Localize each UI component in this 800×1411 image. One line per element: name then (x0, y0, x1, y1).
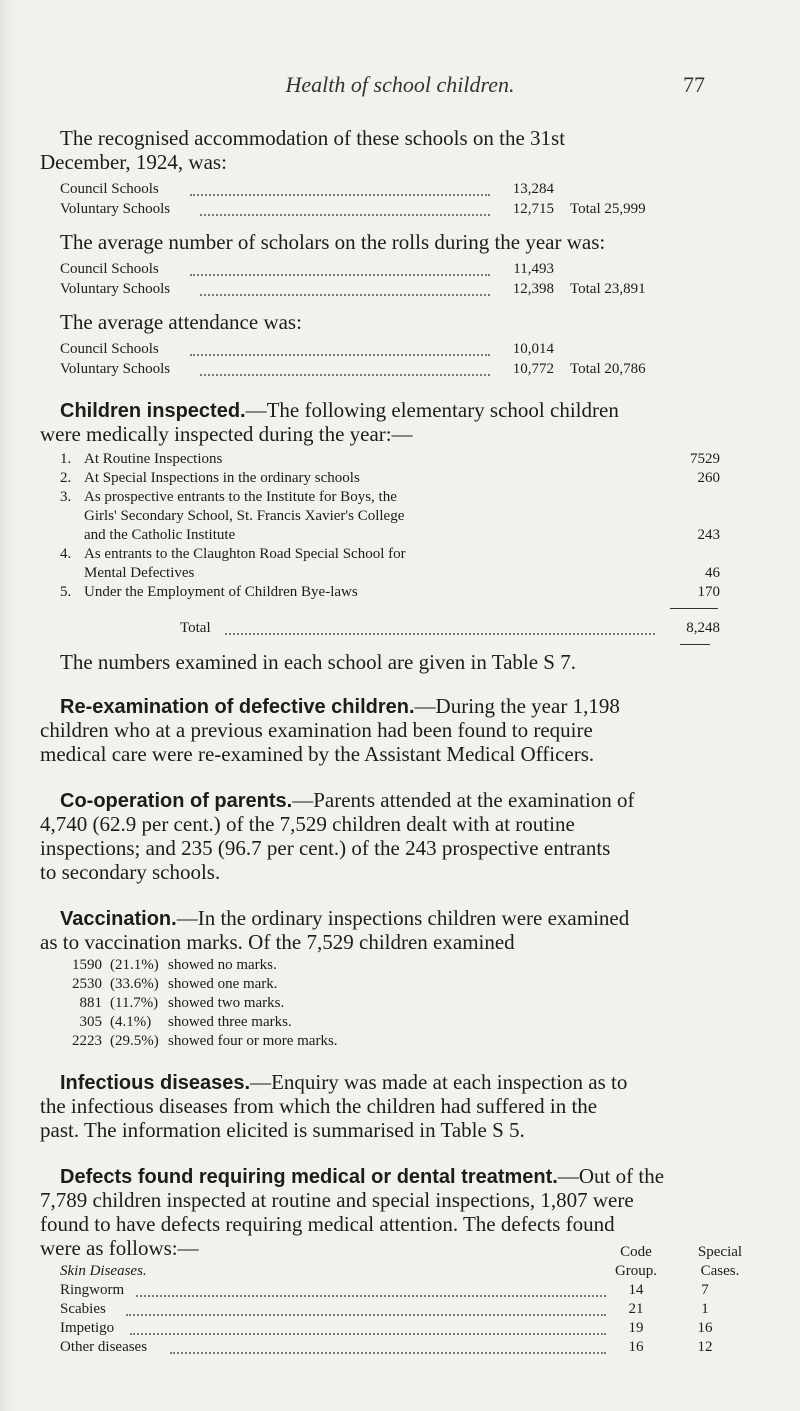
item-number: 4. (60, 546, 72, 562)
row-label: Voluntary Schools (60, 281, 171, 297)
infectious-line-1 (60, 1070, 627, 1095)
col-header-code-l1: Code (620, 1244, 652, 1260)
vac-desc: showed three marks. (168, 1014, 292, 1030)
inspected-heading: Children inspected. (60, 400, 246, 422)
reexam-text-3: medical care were re-examined by the Assistant Medical Officers. (40, 742, 595, 766)
infectious-text-1: —Enquiry was made at each inspection as to (250, 1070, 628, 1094)
row-value: 12,715 (512, 201, 554, 217)
table-row (60, 1300, 720, 1319)
vaccination-text-1: —In the ordinary inspections children were examined (176, 906, 630, 930)
vac-desc: showed two marks. (168, 995, 285, 1011)
row-code: 16 (628, 1339, 644, 1355)
leader-dots (190, 194, 490, 196)
running-header (0, 72, 800, 106)
item-line: At Special Inspections in the ordinary schools (84, 470, 360, 486)
cooperation-text-1: —Parents attended at the examination of (292, 788, 635, 812)
item-line: Mental Defectives (84, 565, 195, 581)
leader-dots (190, 274, 490, 276)
vac-count: 305 (79, 1014, 102, 1030)
defects-heading: Defects found requiring medical or dental treatment. (60, 1166, 558, 1188)
row-value: 11,493 (513, 261, 554, 277)
row-value: 13,284 (512, 181, 554, 197)
row-label: Council Schools (60, 261, 159, 277)
inspected-note: The numbers examined in each school are given in Table S 7. (60, 650, 576, 674)
row-value: 10,014 (512, 341, 554, 357)
vac-percent: (4.1%) (110, 1014, 152, 1030)
leader-dots (130, 1333, 606, 1335)
vaccination-row (60, 1013, 292, 1032)
accommodation-intro-1: The recognised accommodation of these schools on the 31st (60, 126, 566, 150)
col-header-special-l1: Special (697, 1244, 743, 1260)
leader-dots (170, 1352, 606, 1354)
list-item (60, 469, 720, 488)
cooperation-text-2: 4,740 (62.9 per cent.) of the 7,529 children dealt with at routine (40, 812, 575, 836)
accommodation-row-council (60, 180, 720, 199)
vaccination-row (60, 994, 284, 1013)
total-label: Total (180, 620, 211, 636)
col-header-special (682, 1243, 758, 1281)
attendance-row-voluntary (60, 360, 720, 379)
col-header-code-l2: Group. (614, 1263, 658, 1279)
leader-dots (200, 214, 490, 216)
infectious-text-2: the infectious diseases from which the children had suffered in the (40, 1094, 598, 1118)
section-label-skin: Skin Diseases. (60, 1263, 147, 1279)
defects-text-4: were as follows:— (40, 1236, 199, 1260)
col-header-special-l2: Cases. (700, 1263, 740, 1279)
page-number: 77 (683, 72, 705, 97)
cooperation-heading: Co-operation of parents. (60, 790, 293, 812)
inspected-text-2: were medically inspected during the year:— (40, 422, 413, 446)
rolls-row-council (60, 260, 720, 279)
vaccination-line-1 (60, 906, 629, 931)
row-label: Other diseases (60, 1339, 148, 1355)
infectious-heading: Infectious diseases. (60, 1072, 251, 1094)
item-value: 46 (705, 565, 720, 581)
row-cases: 12 (697, 1339, 713, 1355)
row-value: 12,398 (512, 281, 554, 297)
vaccination-row (60, 956, 277, 975)
row-total: Total 20,786 (570, 361, 646, 377)
vaccination-row (60, 975, 278, 994)
table-row (60, 1319, 720, 1338)
vac-count: 2530 (72, 976, 102, 992)
reexam-text-2: children who at a previous examination had been found to require (40, 718, 593, 742)
item-number: 2. (60, 470, 72, 486)
item-line: Under the Employment of Children Bye-laws (84, 584, 358, 600)
leader-dots (136, 1295, 606, 1297)
inspected-text-1: —The following elementary school children (245, 398, 619, 422)
infectious-text-3: past. The information elicited is summarised in Table S 5. (40, 1118, 525, 1142)
accommodation-row-voluntary (60, 200, 720, 219)
rolls-intro: The average number of scholars on the rolls during the year was: (60, 230, 606, 254)
row-code: 21 (628, 1301, 644, 1317)
reexam-text-1: —During the year 1,198 (414, 694, 620, 718)
row-total: Total 23,891 (570, 281, 646, 297)
vac-percent: (11.7%) (110, 995, 159, 1011)
vaccination-row (60, 1032, 338, 1051)
item-line: Girls' Secondary School, St. Francis Xavier's College (84, 508, 405, 524)
leader-dots (200, 294, 490, 296)
item-value: 243 (697, 527, 720, 543)
row-label: Impetigo (60, 1320, 115, 1336)
leader-dots (200, 374, 490, 376)
vac-desc: showed four or more marks. (168, 1033, 338, 1049)
item-value: 7529 (690, 451, 720, 467)
item-value: 260 (697, 470, 720, 486)
item-text (84, 545, 624, 583)
row-label: Voluntary Schools (60, 201, 171, 217)
item-text (84, 450, 624, 469)
rolls-row-voluntary (60, 280, 720, 299)
table-row (60, 1281, 720, 1300)
row-code: 14 (628, 1282, 644, 1298)
item-text (84, 469, 624, 488)
vac-percent: (29.5%) (110, 1033, 159, 1049)
col-header-code (596, 1243, 676, 1281)
inspected-total-row (60, 619, 720, 638)
vaccination-text-2: as to vaccination marks. Of the 7,529 children examined (40, 930, 515, 954)
vac-desc: showed no marks. (168, 957, 277, 973)
row-cases: 16 (697, 1320, 713, 1336)
attendance-intro: The average attendance was: (60, 310, 302, 334)
item-number: 1. (60, 451, 72, 467)
list-item (60, 545, 720, 583)
item-value: 170 (697, 584, 720, 600)
cooperation-text-3: inspections; and 235 (96.7 per cent.) of the 243 prospective entrants (40, 836, 611, 860)
vac-count: 1590 (72, 957, 102, 973)
row-cases: 7 (701, 1282, 709, 1298)
row-code: 19 (628, 1320, 644, 1336)
item-text (84, 488, 624, 545)
reexam-line-1 (60, 694, 620, 719)
row-label: Ringworm (60, 1282, 125, 1298)
page-edge-shadow (0, 0, 14, 1411)
row-cases: 1 (701, 1301, 709, 1317)
cooperation-line-1 (60, 788, 635, 813)
accommodation-intro-2: December, 1924, was: (40, 150, 227, 174)
row-value: 10,772 (512, 361, 554, 377)
item-line: and the Catholic Institute (84, 527, 236, 543)
row-label: Council Schools (60, 181, 159, 197)
list-item (60, 583, 720, 602)
vac-desc: showed one mark. (168, 976, 278, 992)
vaccination-heading: Vaccination. (60, 908, 177, 930)
leader-dots (190, 354, 490, 356)
vac-count: 2223 (72, 1033, 102, 1049)
item-line: As entrants to the Claughton Road Special School for (84, 546, 406, 562)
vac-percent: (21.1%) (110, 957, 159, 973)
defects-text-3: found to have defects requiring medical attention. The defects found (40, 1212, 615, 1236)
leader-dots (126, 1314, 606, 1316)
total-value: 8,248 (686, 620, 720, 636)
list-item (60, 488, 720, 545)
item-number: 3. (60, 489, 72, 505)
row-total: Total 25,999 (570, 201, 646, 217)
defects-line-1 (60, 1164, 664, 1189)
list-item (60, 450, 720, 469)
vac-count: 881 (79, 995, 102, 1011)
item-line: As prospective entrants to the Institute for Boys, the (84, 489, 397, 505)
table-row (60, 1338, 720, 1357)
reexam-heading: Re-examination of defective children. (60, 696, 415, 718)
vac-percent: (33.6%) (110, 976, 159, 992)
attendance-row-council (60, 340, 720, 359)
item-line: At Routine Inspections (84, 451, 223, 467)
running-title: Health of school children. (285, 72, 515, 97)
defects-text-2: 7,789 children inspected at routine and special inspections, 1,807 were (40, 1188, 634, 1212)
row-label: Voluntary Schools (60, 361, 171, 377)
total-underline (680, 644, 710, 645)
row-label: Scabies (60, 1301, 106, 1317)
leader-dots (225, 633, 655, 635)
defects-text-1: —Out of the (557, 1164, 665, 1188)
row-label: Council Schools (60, 341, 159, 357)
inspected-para-line-1 (60, 398, 619, 423)
item-text (84, 583, 624, 602)
cooperation-text-4: to secondary schools. (40, 860, 221, 884)
total-rule (670, 608, 718, 609)
item-number: 5. (60, 584, 72, 600)
